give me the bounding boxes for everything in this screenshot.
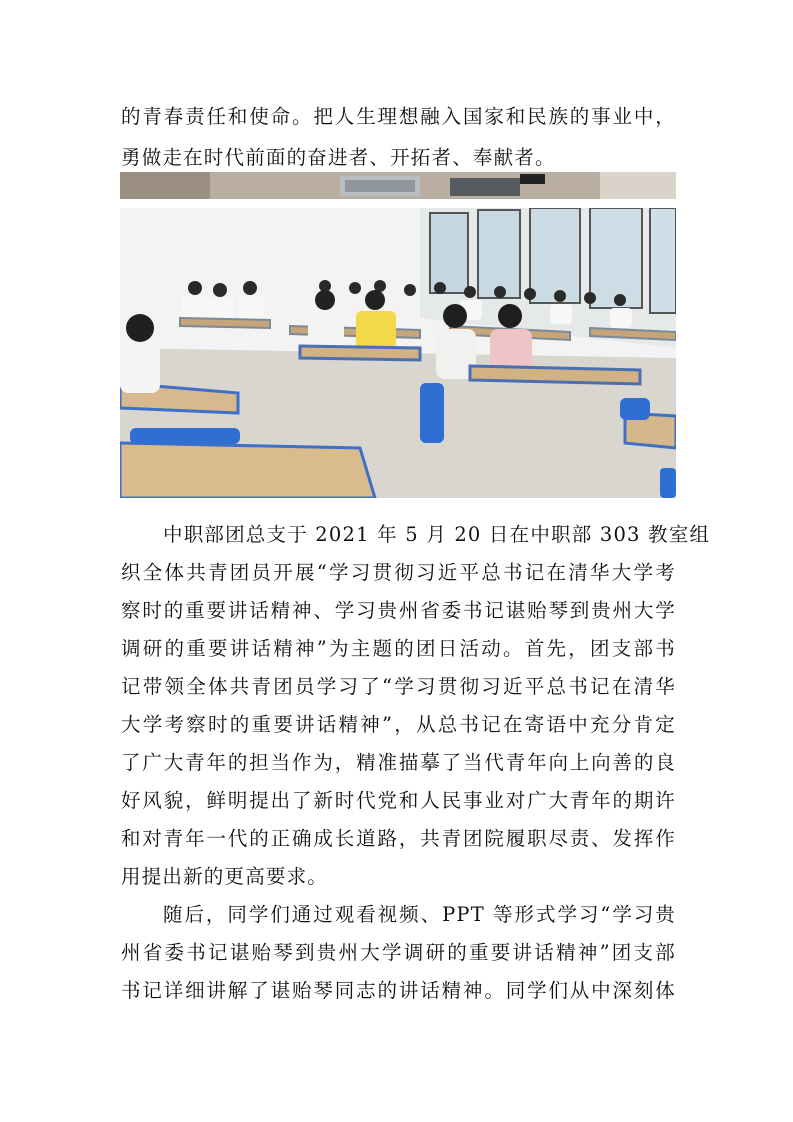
text-line: 调研的重要讲话精神”为主题的团日活动。首先，团支部书 (121, 637, 676, 660)
text-line: 书记详细讲解了谌贻琴同志的讲话精神。同学们从中深刻体 (121, 979, 676, 1002)
cropped-photo-strip (120, 172, 676, 199)
text-line: 勇做走在时代前面的奋进者、开拓者、奉献者。 (121, 146, 556, 169)
text-line: 用提出新的更高要求。 (121, 865, 329, 888)
text-line: 织全体共青团员开展“学习贯彻习近平总书记在清华大学考 (121, 561, 676, 584)
text-line: 的青春责任和使命。把人生理想融入国家和民族的事业中， (121, 105, 676, 128)
text-line: 了广大青年的担当作为，精准描摹了当代青年向上向善的良 (121, 751, 676, 774)
text-line: 大学考察时的重要讲话精神”，从总书记在寄语中充分肯定 (121, 713, 676, 736)
text-line: 好风貌，鲜明提出了新时代党和人民事业对广大青年的期许 (121, 789, 676, 812)
text-line: 记带领全体共青团员学习了“学习贯彻习近平总书记在清华 (121, 675, 676, 698)
text-line: 和对青年一代的正确成长道路，共青团院履职尽责、发挥作 (121, 827, 676, 850)
text-line: 州省委书记谌贻琴到贵州大学调研的重要讲话精神”团支部 (121, 941, 676, 964)
classroom-photo (120, 208, 676, 498)
text-line: 随后，同学们通过观看视频、PPT 等形式学习“学习贵 (163, 903, 676, 926)
text-line: 中职部团总支于 2021 年 5 月 20 日在中职部 303 教室组 (163, 523, 711, 546)
text-line: 察时的重要讲话精神、学习贵州省委书记谌贻琴到贵州大学 (121, 599, 676, 622)
